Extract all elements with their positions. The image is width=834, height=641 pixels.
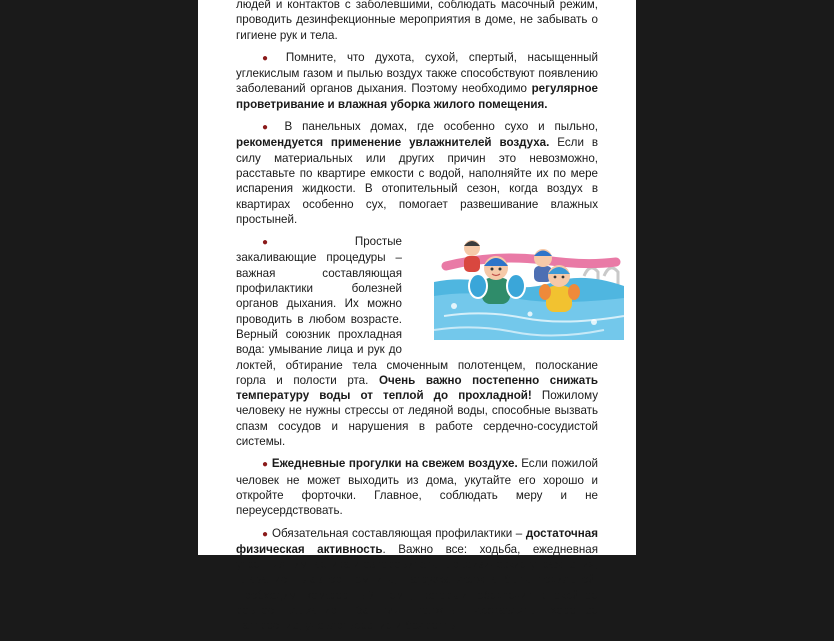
bullet-icon: ● (262, 52, 276, 64)
segment-bold: Ежедневные прогулки на свежем воздухе. (268, 457, 518, 471)
bullet-icon: ● (262, 528, 269, 540)
paragraph-ventilation (236, 50, 598, 112)
segment: В панельных домах, где особенно сухо и пыльно, (274, 120, 598, 134)
segment: Помните, что духота, сухой, спертый, насыщенный углекислым газом и пылью воздух также способствуют появлению заболеваний органов дыхания. Поэтому необходимо (236, 50, 598, 96)
segment-bold: достаточная физическая активность (236, 526, 598, 556)
segment: Пожилому человеку не нужны стрессы от ледяной воды, способные вызвать спазм сосудов и нарушения в работе сердечно-сосудистой системы. (236, 389, 598, 449)
document-page (198, 0, 636, 633)
paragraph-hardening (236, 234, 598, 449)
swimming-people-illustration (408, 236, 598, 340)
paragraph-humidifiers (236, 119, 598, 227)
segment: Простые закаливающие процедуры – важная составляющая профилактики болезней органов дыхания. Их можно проводить в любом возрасте. Верный союзник прохладная вода: умывание лица и рук до локтей, обтирание тела смоченным полотенцем, полоскание горла и полости рта. (236, 235, 598, 387)
document-content (236, 0, 598, 641)
paragraph-walks (236, 456, 598, 518)
paragraph-hygiene (236, 0, 598, 43)
bullet-icon: ● (262, 122, 275, 134)
segment-bold: рекомендуется применение увлажнителей воздуха. (236, 136, 550, 150)
paragraph-activity (236, 526, 598, 634)
bullet-icon: ● (262, 459, 269, 471)
segment: Если в силу материальных или других причин это невозможно, расставьте по квартире емкости с водой, наполняйте их по мере испарения жидкости. В отопительный сезон, когда воздух в квартирах особенно сух, помогает развешивание влажных простыней. (236, 136, 598, 226)
segment: . Важно все: ходьба, ежедневная утренняя гимнастика и оздоровительные физические упражнения, плавание. Главное помнить, нагрузка должна быть посильной. Необходим комфортный темп, который обеспечит спокойное ровное дыхание. Занятия должны доставлять хорошее настроение, удовлетворение и бодрость. (236, 542, 598, 633)
segment: Обязательная составляющая профилактики – (268, 526, 526, 540)
bullet-icon: ● (262, 237, 310, 249)
segment-bold: регулярное проветривание и влажная уборка жилого помещения. (236, 82, 598, 111)
segment: Если пожилой человек не может выходить из дома, укутайте его хорошо и откройте форточки. Главное, соблюдать меру и не переусердствовать. (236, 457, 598, 518)
segment: людей и контактов с заболевшими, соблюдать масочный режим, проводить дезинфекционные мероприятия в доме, не забывать о гигиене рук и тела. (236, 0, 598, 42)
segment-bold: Очень важно постепенно снижать температуру воды от теплой до прохладной! (236, 373, 598, 403)
